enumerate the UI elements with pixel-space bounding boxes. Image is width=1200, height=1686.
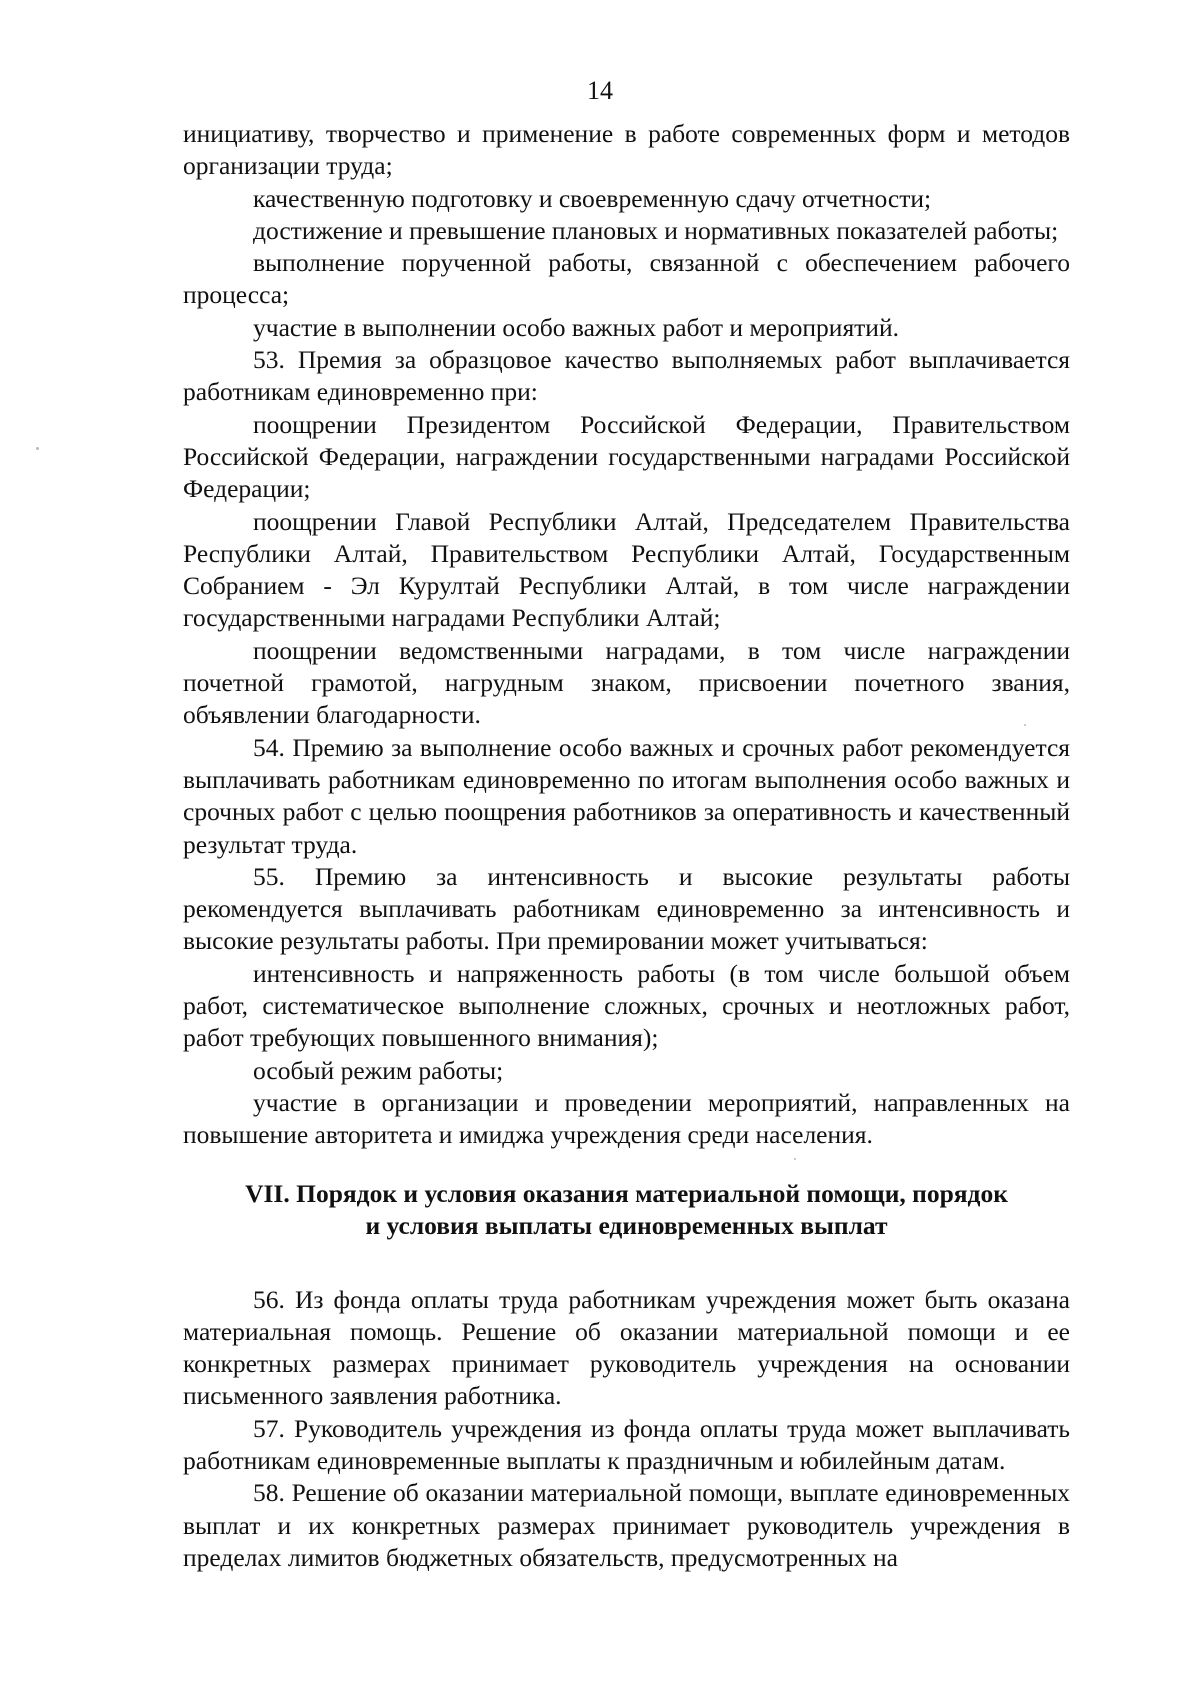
paragraph-p-56: 56. Из фонда оплаты труда работникам учреждения может быть оказана материальная помощь. Решение об оказании материальной помощи и ее конкретных размерах принимает руководитель учреждения на основании письменного заявления работника. xyxy=(183,1284,1070,1411)
paragraph-p-53-president: поощрении Президентом Российской Федерации, Правительством Российской Федерации, награждении государственными наградами Российской Федерации; xyxy=(183,409,1070,504)
paragraph-p-reporting: качественную подготовку и своевременную сдачу отчетности; xyxy=(253,183,932,213)
paragraph-p-58: 58. Решение об оказании материальной помощи, выплате единовременных выплат и их конкретных размерах принимает руководитель учреждения в пределах лимитов бюджетных обязательств, предусмотренных на xyxy=(183,1478,1070,1572)
document-body xyxy=(183,118,1070,1574)
paragraph-p-continuation-initiative: инициативу, творчество и применение в работе современных форм и методов организации труда; xyxy=(183,119,1070,181)
section-title-line-1: VII. Порядок и условия оказания материальной помощи, порядок xyxy=(245,1178,1008,1208)
paragraph-p-55: 55. Премию за интенсивность и высокие результаты работы рекомендуется выплачивать работникам единовременно за интенсивность и высокие результаты работы. При премировании может учитываться: xyxy=(183,861,1070,956)
paragraph-p-53-departmental: поощрении ведомственными наградами, в том числе награждении почетной грамотой, нагрудным знаком, присвоении почетного звания, объявлении благодарности. xyxy=(183,635,1070,730)
scan-speck xyxy=(794,1158,796,1160)
paragraph-p-55-intensity: интенсивность и напряженность работы (в том числе большой объем работ, систематическое выполнение сложных, срочных и неотложных работ, работ требующих повышенного внимания); xyxy=(183,958,1070,1053)
scan-speck xyxy=(1024,724,1026,726)
page-number: 14 xyxy=(587,76,613,105)
paragraphs-before xyxy=(183,118,1070,1152)
section-title xyxy=(183,1178,1070,1242)
paragraph-p-55-events: участие в организации и проведении мероприятий, направленных на повышение авторитета и имиджа учреждения среди населения. xyxy=(183,1087,1070,1150)
paragraph-p-important-work: участие в выполнении особо важных работ и мероприятий. xyxy=(253,312,899,342)
paragraph-p-55-regime: особый режим работы; xyxy=(253,1055,504,1085)
paragraph-p-57: 57. Руководитель учреждения из фонда оплаты труда может выплачивать работникам единовременные выплаты к праздничным и юбилейным датам. xyxy=(183,1413,1070,1475)
paragraph-p-achievement: достижение и превышение плановых и нормативных показателей работы; xyxy=(253,215,1059,245)
scan-speck xyxy=(36,447,39,450)
paragraphs-after xyxy=(183,1284,1070,1575)
paragraph-p-assigned-work: выполнение порученной работы, связанной с обеспечением рабочего процесса; xyxy=(183,248,1070,310)
section-title-line-2: и условия выплаты единовременных выплат xyxy=(365,1210,888,1240)
paragraph-p-54: 54. Премию за выполнение особо важных и срочных работ рекомендуется выплачивать работникам единовременно по итогам выполнения особо важных и срочных работ с целью поощрения работников за оперативность и качественный результат труда. xyxy=(183,732,1070,859)
paragraph-p-53-altai: поощрении Главой Республики Алтай, Председателем Правительства Республики Алтай, Правительством Республики Алтай, Государственным Собранием - Эл Курултай Республики Алтай, в том числе награждении государственными наградами Республики Алтай; xyxy=(183,506,1070,633)
paragraph-p-53: 53. Премия за образцовое качество выполняемых работ выплачивается работникам единовременно при: xyxy=(183,345,1070,407)
